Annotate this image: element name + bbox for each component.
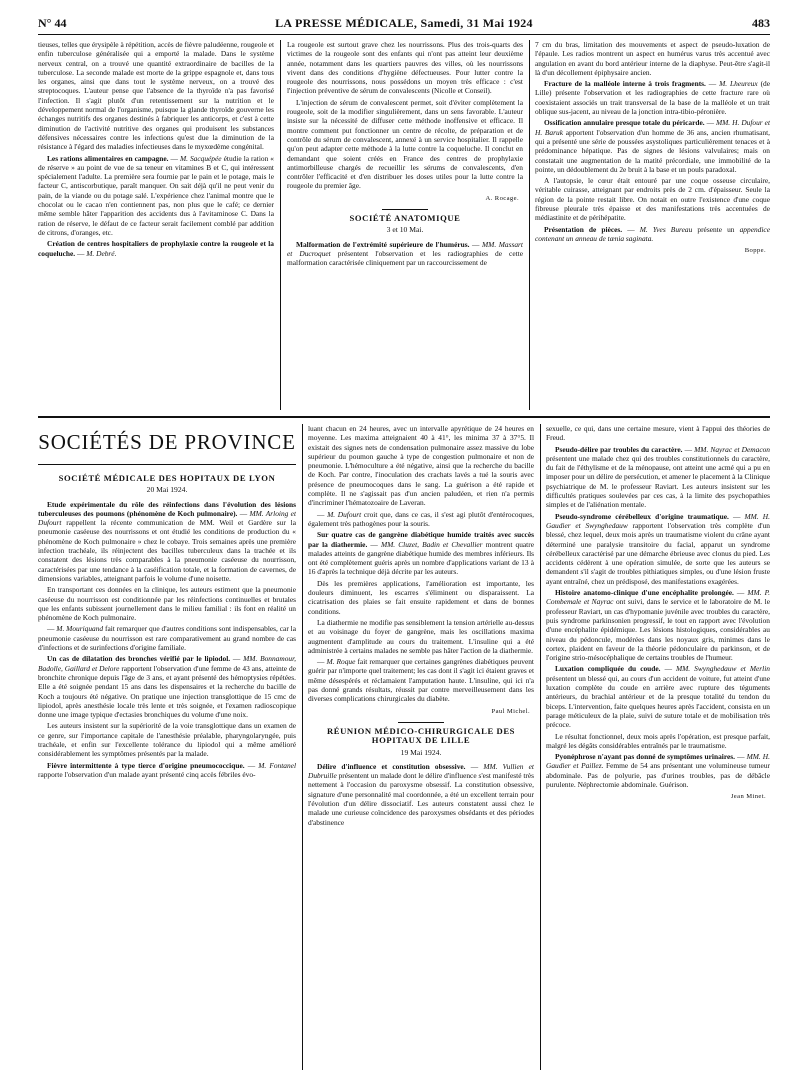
column-divider: [529, 40, 530, 410]
item-author: MM. Swynghedauw et Merlin: [675, 664, 770, 674]
paragraph: Luxation compliquée du coude. — MM. Swynghedauw et Merlin présentent un blessé qui, au cours d'un accident de voiture, fut atteint d'une luxation complète du coude en arrière avec rupture des téguments antérieurs, du brachial antérieur et de la presque totalité du tendon du biceps. L'intervention, faite quelques heures après l'accident, consista en un parage méticuleux de la plaie, suivi de suture totale et de mobilisation très précoce.: [546, 664, 770, 730]
paragraph: La diathermie ne modifie pas sensiblement la tension artérielle au-dessus et au voisinage du foyer de gangrène, mais les oscillations maxima augmentent d'amplitude au cours du traitement. L'insuline qui a été administrée à certains malades ne semble pas hâter l'action de la diathermie.: [308, 617, 534, 655]
paragraph: Etude expérimentale du rôle des réinfections dans l'évolution des lésions tuberculeuses des poumons (phénomène de Koch pulmonaire). — MM. Arloing et Dufourt rappellent la récente communication de MM. Weil et Gardère sur la pneumonie caséeuse des nourrissons et ont étudié les conditions de production du « phénomène de Koch pulmonaire » chez le cobaye. Trois semaines après une première infection trachéale, ils réinjectent des bacilles tuberculeux dans la trachée et ils constatent des lésions très comparables à la pneumonie caséeuse du nourrisson, caractérisées par une tendance à la caséification totale, et la formation de cavernes, de dimensions variables, atteignant parfois le volume d'une noisette.: [38, 499, 296, 583]
item-author: M. Sacquépée: [179, 153, 222, 163]
paragraph: 7 cm du bras, limitation des mouvements et aspect de pseudo-luxation de l'épaule. Les radios montrent un aspect en humérus varus très accentué avec angulation en avant du bord antérieur interne de la diaphyse. Peut-être s'agit-il là d'un décollement épiphysaire ancien.: [535, 40, 770, 77]
short-rule: [382, 209, 428, 210]
section-date: 19 Mai 1924.: [400, 747, 442, 757]
paragraph: Fracture de la malléole interne à trois fragments. — M. Lheureux (de Lille) présente l'observation et les radiographies de cette fracture rare où coexistaient associés un trait transversal de la base de la malléole et un trait oblique sus-jacent, au niveau de la jonction intra-tibio-péronière.: [535, 79, 770, 117]
banner-rule: [38, 464, 296, 465]
item-title: Les rations alimentaires en campagne.: [47, 153, 169, 163]
short-rule: [398, 722, 444, 723]
paragraph: Histoire anatomo-clinique d'une encéphalite prolongée. — MM. P. Combemale et Nayrac ont suivi, dans le service et le laboratoire de M. le professeur Raviart, un cas d'hypomanie juvénile avec troubles du caractère, puis syndrome parkinsonien progressif, le tout en rapport avec l'évolution d'une encéphalite épidémique. Les lésions histologiques, considérables au niveau du pédoncule, modérées dans les noyaux gris, minimes dans le cortex, plaident en faveur de la théorie pédonculaire du parkinson, et de l'origine strio-mésocéphalique de certains troubles de l'humeur.: [546, 588, 770, 663]
paragraph: tieuses, telles que érysipèle à répétition, accès de fièvre paludéenne, rougeole et enfin tuberculose généralisée qui a emporté la malade. Dans le système nerveux central, on a trouvé une quantité extraordinaire de bacilles de la tuberculose. La seconde malade est morte de la grippe espagnole et, dans tous les organes, ainsi que dans tout le système nerveux, on a trouvé des streptocoques. L'auteur pense que l'absence de la thyroïde n'a pas favorisé l'infection. Il s'agit plutôt d'un retentissement sur la nutrition et le développement normal de l'organisme, puisque la glande thyroïde gouverne les échanges nutritifs des organes destinés à fabriquer les anticorps, et c'est à cette diminution de l'activité nutritive des organes qui produisent les substances défensives nécessaires contre les infections qu'est due la diminution de la résistance à l'égard des maladies infectieuses dans le myxœdème congénital.: [38, 40, 274, 152]
item-author: M. Yves Bureau: [639, 224, 693, 234]
item-author: M. Lheureux: [719, 79, 758, 89]
paragraph: Création de centres hospitaliers de prophylaxie contre la rougeole et la coqueluche. — M. Debré.: [38, 239, 274, 258]
item-title: Luxation compliquée du coude.: [555, 664, 661, 674]
paragraph: Présentation de pièces. — M. Yves Bureau présente un appendice contenant un anneau de tænia saginata.: [535, 224, 770, 243]
item-title: Un cas de dilatation des bronches vérifié par le lipiodol.: [47, 654, 231, 664]
bottom-column-2: [308, 424, 534, 1070]
item-title: Etude expérimentale du rôle des réinfections dans l'évolution des lésions tuberculeuses des poumons (phénomène de Koch pulmonaire).: [38, 499, 296, 518]
signature: Paul Michel.: [491, 707, 530, 715]
column-divider: [280, 40, 281, 410]
item-author: M. Debré.: [86, 248, 117, 258]
section-heading: SOCIÉTÉ MÉDICALE DES HOPITAUX DE LYON: [58, 473, 276, 483]
item-title: Pseudo-syndrome cérébelleux d'origine traumatique.: [555, 511, 729, 521]
item-author: MM. P. Combemale et Nayrac: [546, 588, 770, 607]
page-number: 483: [752, 16, 770, 30]
item-author: MM. H. Gaudier et Paillez.: [546, 752, 770, 771]
item-author: M. Fontanel: [258, 760, 296, 770]
paragraph: Le résultat fonctionnel, deux mois après l'opération, est presque parfait, malgré les dégâts considérables entraînés par le traumatisme.: [546, 731, 770, 750]
item-author: M. Mouriquand: [56, 624, 104, 634]
paragraph: Délire d'influence et constitution obsessive. — MM. Vullien et Dubruille présentent un malade dont le délire d'influence s'est manifesté très nettement à l'occasion du paroxysme obsessif. La constitution obsessive, signature d'une personnalité mal coordonnée, a été un excellent terrain pour l'évolution d'un délire dissociatif. Les auteurs constatent aussi chez le malade une curieuse coïncidence des paroxysmes obsédants et des périodes d'abstinence: [308, 761, 534, 827]
top-column-1: [38, 40, 274, 410]
signature: Jean Minet.: [730, 793, 766, 801]
section-heading: RÉUNION MÉDICO-CHIRURGICALE DES HOPITAUX DE LILLE: [326, 725, 516, 746]
column-divider: [302, 424, 303, 1070]
paragraph: La rougeole est surtout grave chez les nourrissons. Plus des trois-quarts des victimes de la rougeole sont des enfants qui n'ont pas atteint leur deuxième année, notamment dans les quartiers pauvres des villes, où les nourrissons vivent dans des conditions d'hygiène défectueuses. Pour lutter contre la rougeole des nourrissons, nous possédons un moyen très efficace : c'est l'injection préventive de sérum de convalescents (Nicolle et Conseil).: [287, 40, 523, 96]
bottom-column-1: [38, 470, 296, 1070]
paragraph: Un cas de dilatation des bronches vérifié par le lipiodol. — MM. Bonnamour, Badolle, Gaillard et Delore rapportent l'observation d'une femme de 43 ans, atteinte de bronchite chronique depuis l'âge de 3 ans, et ayant présenté des hémoptysies répétées. Elle a été soignée pendant 15 ans dans les dispensaires et la recherche du bacille de Koch a toujours été négative. On pratique une injection transglottique de 15 cmc de lipiodol, après anesthésie locale très lente et très soignée, et l'examen radioscopique donne une image typique d'ectasies bronchiques du volume d'une noix.: [38, 654, 296, 720]
signature: A. Rocage.: [485, 194, 519, 202]
paragraph: Dès les premières applications, l'amélioration est importante, les douleurs diminuent, les escarres s'éliminent ou disparaissent. La cicatrisation des plaies se fait ensuite rapidement et dans de bonnes conditions.: [308, 578, 534, 616]
paragraph: Les rations alimentaires en campagne. — M. Sacquépée étudie la ration « de réserve » au point de vue de sa teneur en vitamines B et C, qui intéressent spécialement l'adulte. La première sera fournie par le pain et le potage, mais le facteur C, antiscorbutique, paraît manquer. On sait déjà qu'il ne peut venir du pain, de la viande ou du potage salé. L'expérience chez l'animal montre que le chocolat ou le cacao n'en contiennent pas, non plus que le café; ce dernier même semble hâter l'apparition des accidents dus à l'avitaminose C. Dans la ration de réserve, le défaut de ce facteur serait facilement comblé par addition de citrons, d'oranges, etc.: [38, 153, 274, 237]
item-title: Pseudo-délire par troubles du caractère.: [555, 444, 683, 454]
paragraph: — M. Mouriquand fait remarquer que d'autres conditions sont indispensables, car la pneumonie caséeuse du nourrisson est rare comparativement au grand nombre de cas d'infections et de surinfections d'origine familiale.: [38, 624, 296, 653]
item-author: M. Dufourt: [327, 509, 362, 519]
signature: Boppe.: [744, 247, 766, 255]
section-date: 3 et 10 Mai.: [386, 225, 424, 235]
horizontal-rule: [38, 416, 770, 418]
paragraph: Fièvre intermittente à type tierce d'origine pneumococcique. — M. Fontanel rapporte l'observation d'un malade ayant présenté cinq accès fébriles évo-: [38, 760, 296, 779]
paragraph: Malformation de l'extrémité supérieure de l'humérus. — MM. Massart et Ducroquet présentent l'observation et les radiographies de cette malformation caractérisée cliniquement par un raccourcissement de: [287, 239, 523, 268]
paragraph: — M. Dufourt croit que, dans ce cas, il s'est agi plutôt d'entérocoques, également très pathogènes pour la souris.: [308, 509, 534, 528]
item-author: MM. H. Gaudier et Swynghedauw: [546, 511, 770, 530]
bottom-column-3: [546, 424, 770, 1070]
item-title: Délire d'influence et constitution obsessive.: [317, 761, 466, 771]
item-title: Sur quatre cas de gangrène diabétique humide traités avec succès par la diathermie.: [308, 530, 534, 549]
journal-title: LA PRESSE MÉDICALE, Samedi, 31 Mai 1924: [275, 16, 533, 30]
item-author: MM. H. Dufour et H. Baruk: [535, 118, 770, 137]
paragraph: Ossification annulaire presque totale du péricarde. — MM. H. Dufour et H. Baruk apportent l'observation d'un homme de 36 ans, ancien rhumatisant, qui a présenté une série de poussées asystoliques particulièrement tenaces et à prédominance hépatique. Pas de signes de lésions valvulaires; mais on constatait une augmentation de la matité précordiale, une immobilité de la pointe, un dédoublement du 2e bruit à la base et un pouls paradoxal.: [535, 118, 770, 174]
item-author: MM. Arloing et Dufourt: [38, 508, 296, 528]
item-title: Pyonéphrose n'ayant pas donné de symptômes urinaires.: [555, 752, 735, 762]
item-title: Ossification annulaire presque totale du péricarde.: [544, 118, 705, 128]
paragraph: L'injection de sérum de convalescent permet, soit d'éviter complètement la rougeole, soit de la modifier singulièrement, dans un sens favorable. L'auteur insiste sur la nécessité de diffuser cette méthode inoffensive et efficace. Il montre comment put fonctionner un centre de récolte, de préparation et de contrôle du sérum de convalescent, annexé à un service hospitalier. Il rappelle qu'on peut adapter cette méthode à la lutte contre la coqueluche. Il conclut en demandant que soient créés en France des centres de prophylaxie antimorbilleuse chargés de recueillir les sérums de convalescents, d'en contrôler l'efficacité et d'en distribuer les doses utiles pour la lutte contre la rougeole du premier âge.: [287, 97, 523, 191]
paragraph: Les auteurs insistent sur la supériorité de la voie transglottique dans un examen de ce genre, sur l'importance capitale de l'anesthésie préalable, pharyngolaryngée, puis trachéale, et enfin sur l'excellente tolérance du lipiodol qui a même amélioré considérablement les symptômes présentés par la malade.: [38, 721, 296, 759]
section-heading: SOCIÉTÉ ANATOMIQUE: [349, 213, 461, 224]
item-title: Histoire anatomo-clinique d'une encéphalite prolongée.: [555, 588, 734, 598]
top-column-3: [535, 40, 770, 410]
paragraph: A l'autopsie, le cœur était entouré par une coque osseuse circulaire, véritable cuirasse, atteignant par endroits près de 2 cm. d'épaisseur. Seule la région de la pointe restait libre. On notait en outre l'existence d'une coque fibreuse pleurale très épaisse et des manifestations très accentuées de médiastinite et de périhépatite.: [535, 176, 770, 223]
item-title: Présentation de pièces.: [544, 224, 623, 234]
column-divider: [540, 424, 541, 1070]
paragraph: sexuelle, ce qui, dans une certaine mesure, vient à l'appui des théories de Freud.: [546, 424, 770, 443]
paragraph: Pyonéphrose n'ayant pas donné de symptômes urinaires. — MM. H. Gaudier et Paillez. Femme de 54 ans présentant une volumineuse tumeur abdominale. Pas de polyurie, pas d'urines troubles, pas de débâcle purulente. Néphrectomie abdominale. Guérison.: [546, 752, 770, 789]
top-column-2: [287, 40, 523, 410]
paragraph: Sur quatre cas de gangrène diabétique humide traités avec succès par la diathermie. — MM. Cluzet, Badin et Chevallier montrent quatre malades atteints de gangrène diabétique humide des membres inférieurs. Ils ont été complètement guéris après un nombre d'applications variant de 13 à 16 d'après la technique déjà décrite par les auteurs.: [308, 530, 534, 577]
section-banner: SOCIÉTÉS DE PROVINCE: [38, 430, 296, 454]
paragraph: Pseudo-syndrome cérébelleux d'origine traumatique. — MM. H. Gaudier et Swynghedauw rapportent l'observation très complète d'un blessé, chez lequel, deux mois après un traumatisme violent du crâne ayant déterminé une paralysie transitoire du facial, apparut un syndrome cérébelleux caractérisé par une démarche ébrieuse avec clonus du pied. Les accidents cédèrent à une opération simulée, de sorte que les auteurs se demandent s'il s'agit de troubles pithiatiques simples, ou d'une lésion fruste ayant entraîné, chez un prédisposé, des manifestations exagérées.: [546, 511, 770, 586]
paragraph: — M. Roque fait remarquer que certaines gangrènes diabétiques peuvent guérir par n'importe quel traitement; les cas dont il s'agit ici étaient graves et même désespérés et réclamaient l'amputation haute. L'insuline, qui ici n'a pas donné grands résultats, réussit par contre merveilleusement dans les diverses complications chirurgicales du diabète.: [308, 657, 534, 704]
item-author: MM. Massart et Ducroquet: [287, 239, 523, 258]
item-author: MM. Bonnamour, Badolle, Gaillard et Delore: [38, 654, 296, 673]
item-author: MM. Nayrac et Demacon: [694, 444, 770, 454]
item-title: Fracture de la malléole interne à trois fragments.: [544, 79, 706, 89]
running-header: [38, 12, 770, 35]
item-title: Création de centres hospitaliers de prophylaxie contre la rougeole et la coqueluche.: [38, 239, 274, 258]
item-author: MM. Cluzet, Badin et Chevallier: [380, 539, 483, 549]
paragraph: luant chacun en 24 heures, avec un intervalle apyrétique de 24 heures en moyenne. Les maxima atteignaient 40 à 41°, les minima 37 à 37°5. Il existait des signes nets de condensation pulmonaire assez massive du lobe supérieur du poumon gauche à type de congestion pulmonaire et non de pneumonie. L'hémoculture a été négative, ainsi que la recherche du bacille de Koch. Par contre, l'inoculation des crachats lavés a tué la souris avec présence de pneumocoques dans le sang. La guérison a été rapide et complète. Il ne s'agissait pas d'un ancien paludéen, et rien n'a permis d'incriminer l'hématozoaire de Laveran.: [308, 424, 534, 508]
paragraph: Pseudo-délire par troubles du caractère. — MM. Nayrac et Demacon présentent une malade chez qui des troubles constitutionnels du caractère, du fait de l'éthylisme et de la ménopause, ont atteint une acmé qui a pu en imposer pour un délire de persécution, et amener le placement à la Clinique psychiatrique de M. le professeur Raviart. Les auteurs insistent sur les difficultés pratiques soulevées par ces cas, à la limite des psychopathies simples et de l'aliénation mentale.: [546, 444, 770, 510]
item-title: Malformation de l'extrémité supérieure de l'humérus.: [296, 239, 470, 249]
item-author: M. Roque: [326, 657, 356, 667]
issue-number: N° 44: [38, 16, 67, 30]
item-author: MM. Vullien et Dubruille: [308, 761, 534, 781]
paragraph: En transportant ces données en la clinique, les auteurs estiment que la pneumonie caséeuse du nourrisson est conditionnée par les réinfections continuelles et brutales que les enfants subissent journellement dans le milieu familial : ils font en réalité un phénomène de Koch pulmonaire.: [38, 585, 296, 623]
section-date: 20 Mai 1924.: [146, 485, 188, 495]
item-title: Fièvre intermittente à type tierce d'origine pneumococcique.: [47, 760, 245, 770]
